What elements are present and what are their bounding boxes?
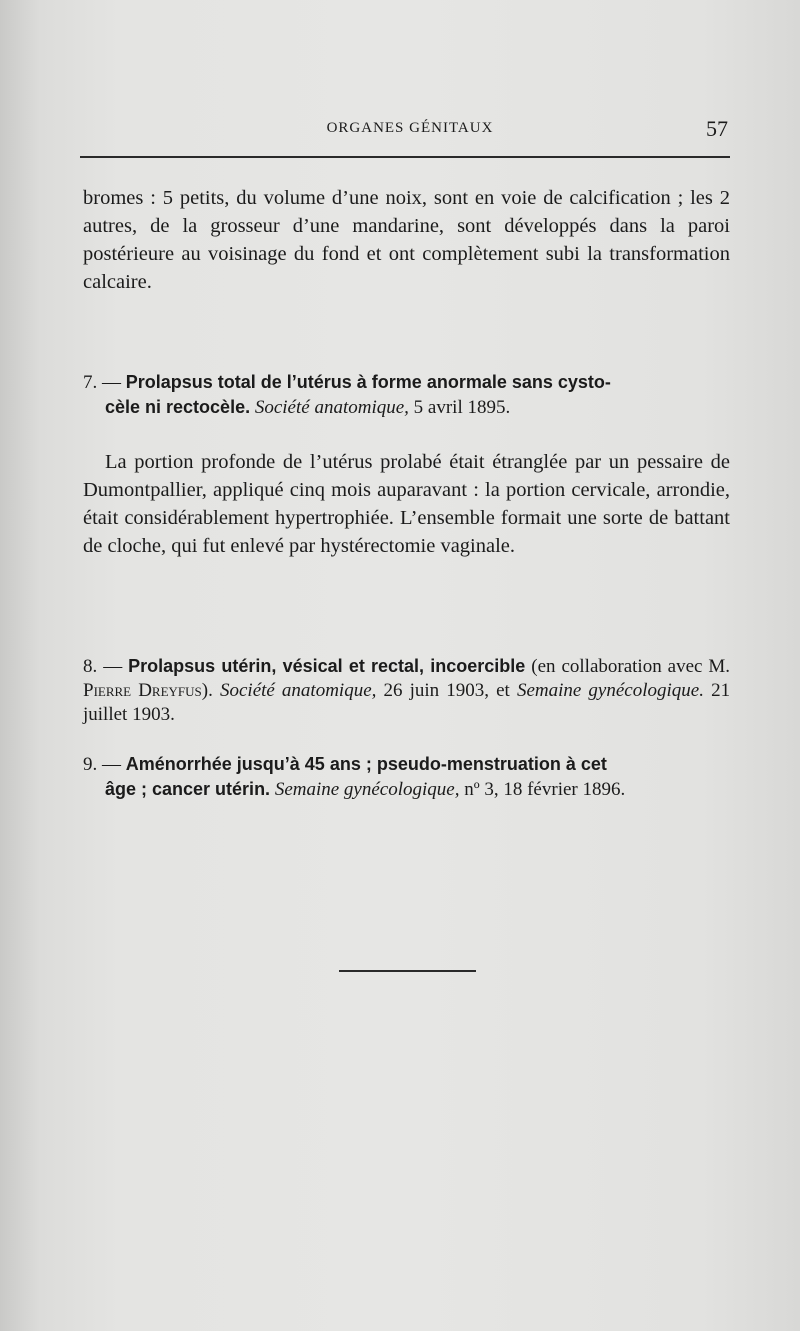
- entry-7-title-line2: cèle ni rectocèle.: [105, 397, 251, 417]
- entry-7-title-line1: Prolapsus total de l’utérus à forme anormale sans cysto-: [125, 372, 611, 392]
- entry-9-title-line2: âge ; cancer utérin.: [105, 779, 271, 799]
- entry-8: [83, 654, 730, 727]
- header-rule: [80, 156, 730, 158]
- entry-8-collab-name: Pierre Dreyfus: [83, 680, 202, 701]
- page-number: 57: [706, 116, 728, 141]
- entry-8-title: Prolapsus utérin, vésical et rectal, incoercible: [128, 656, 526, 676]
- entry-9-date: nº 3, 18 février 1896.: [464, 779, 626, 800]
- entry-9-source: Semaine gynécologique,: [274, 779, 460, 800]
- entry-7-number: 7. —: [83, 372, 121, 393]
- section-end-rule: [339, 970, 476, 972]
- entry-9-number: 9. —: [83, 754, 121, 775]
- entry-9-title-line1: Aménorrhée jusqu’à 45 ans ; pseudo-menstruation à cet: [125, 754, 607, 774]
- entry-7: [83, 370, 730, 420]
- entry-9-continuation: [83, 777, 730, 802]
- entry-8-collab-post: ).: [201, 680, 213, 701]
- entry-7-continuation: [83, 395, 730, 420]
- entry-7-date: 5 avril 1895.: [413, 397, 511, 418]
- entry-8-date2: 21 juillet 1903.: [83, 680, 731, 725]
- entry-8-source: Société anatomique,: [219, 680, 377, 701]
- intro-paragraph: bromes : 5 petits, du volume d’une noix, sont en voie de calcification ; les 2 autres, de la grosseur d’une mandarine, sont développés dans la paroi postérieure au voisinage du fond et ont complètement subi la transformation calcaire.: [83, 187, 730, 293]
- entry-8-collab-pre: (en collaboration avec M.: [531, 656, 731, 677]
- entry-9: [83, 752, 730, 802]
- running-title: ORGANES GÉNITAUX: [326, 120, 494, 136]
- entry-7-paragraph: La portion profonde de l’utérus prolabé était étranglée par un pessaire de Dumontpallier, appliqué cinq mois auparavant : la portion cervicale, arrondie, était considérablement hypertrophiée. L’ensemble formait une sorte de battant de cloche, qui fut enlevé par hystérectomie vaginale.: [83, 451, 730, 557]
- entry-8-source2: Semaine gynécologique.: [516, 680, 704, 701]
- entry-8-date: 26 juin 1903, et: [383, 680, 510, 701]
- entry-7-source: Société anatomique,: [254, 397, 409, 418]
- running-head: [0, 118, 800, 142]
- entry-8-number: 8. —: [83, 656, 123, 677]
